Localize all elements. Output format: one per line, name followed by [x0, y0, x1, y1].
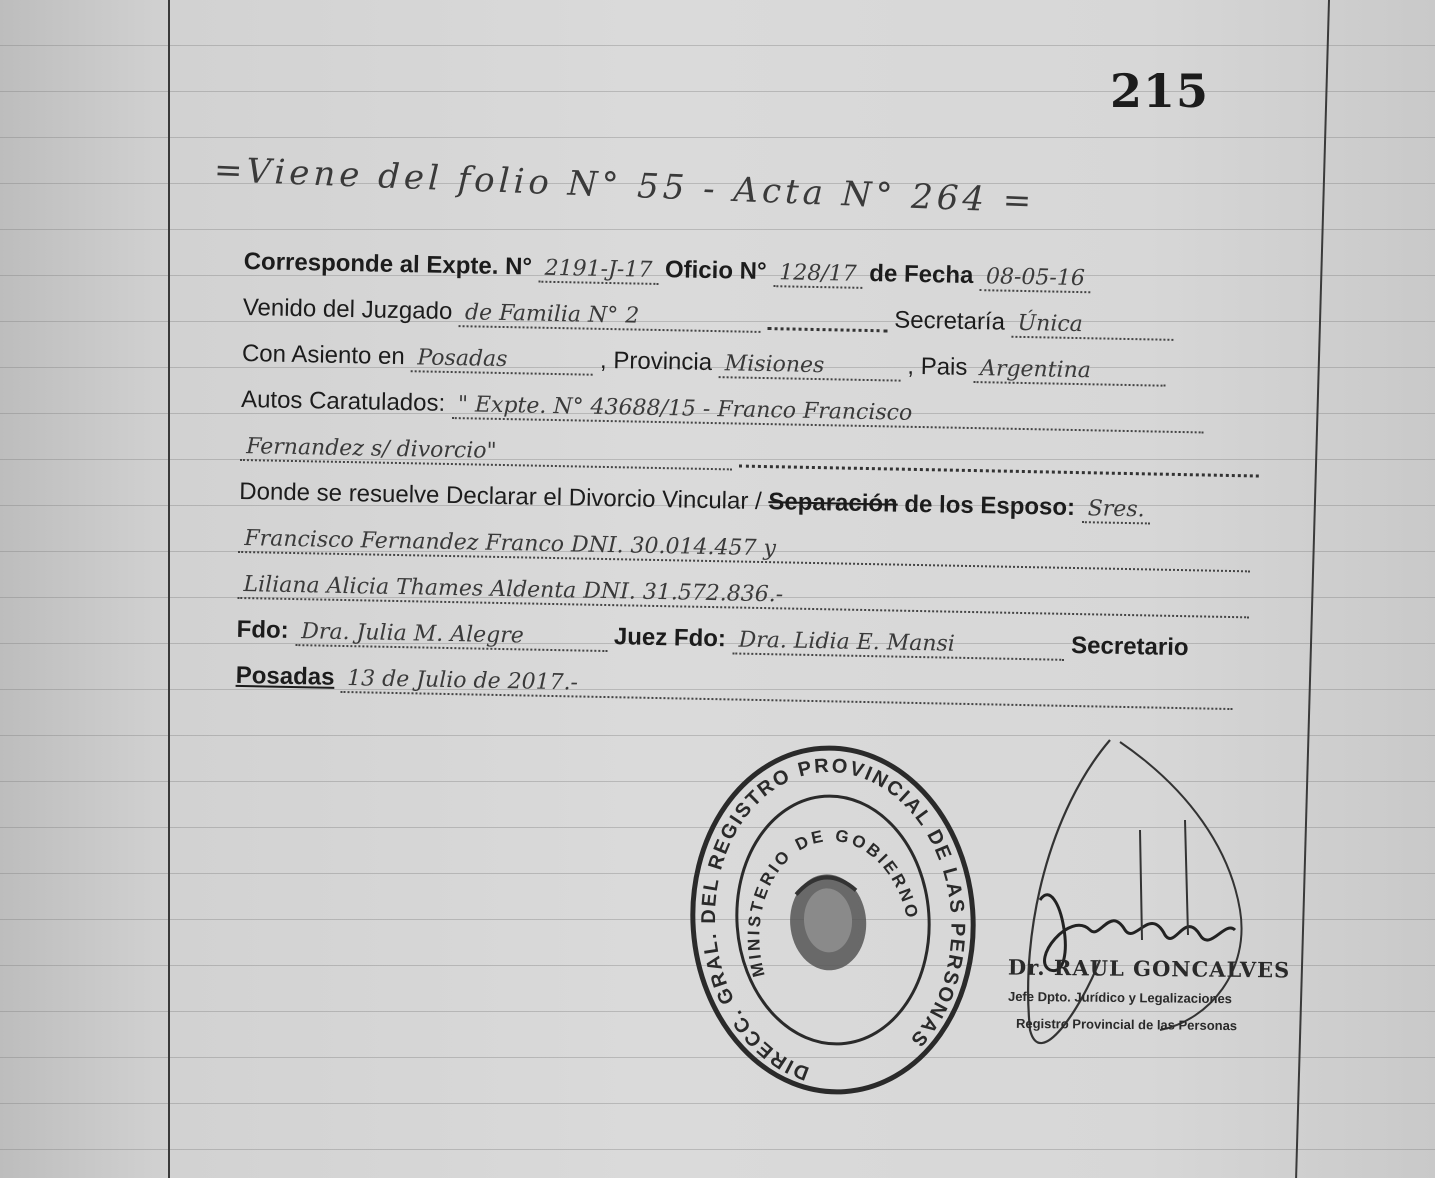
- fecha-value: 08-05-16: [980, 264, 1091, 293]
- esposo2-value: Liliana Alicia Thames Aldenta DNI. 31.572.836.-: [237, 572, 1249, 618]
- fdo1-value: Dra. Julia M. Alegre: [295, 619, 607, 652]
- header-note: =Viene del folio N° 55 - Acta N° 264 =: [213, 150, 1037, 222]
- oficio-label: Oficio N°: [664, 256, 767, 286]
- left-margin-line: [168, 0, 170, 1178]
- autos-label: Autos Caratulados:: [240, 385, 446, 417]
- secretaria-value: Única: [1011, 311, 1173, 341]
- signatory-office: Registro Provincial de las Personas: [1015, 1015, 1238, 1034]
- fdo2-value: Dra. Lidia E. Mansi: [732, 627, 1064, 660]
- pais-label: , Pais: [907, 352, 968, 381]
- autos-value-line1: " Expte. N° 43688/15 - Franco Francisco: [452, 392, 1204, 433]
- right-margin-line: [1295, 0, 1330, 1178]
- expte-value: 2191-J-17: [538, 256, 658, 285]
- folio-number: 215: [1110, 64, 1210, 118]
- expte-label: Corresponde al Expte. N°: [243, 248, 533, 281]
- resuelve-text: Donde se resuelve Declarar el Divorcio Vincular /: [239, 477, 762, 515]
- esposo1-value: Francisco Fernandez Franco DNI. 30.014.457 y: [238, 526, 1250, 572]
- autos-value-line2: Fernandez s/ divorcio": [240, 434, 732, 470]
- juez-label: Juez Fdo:: [613, 623, 727, 653]
- pais-value: Argentina: [974, 356, 1166, 387]
- esposos-text: de los Esposo:: [904, 490, 1076, 521]
- esposos-value-start: Sres.: [1081, 496, 1150, 524]
- seal-graphic: [676, 732, 990, 1107]
- seal-outer-text: DIRECC. GRAL. DEL REGISTRO PROVINCIAL DE LAS PERSONAS: [697, 754, 969, 1085]
- divorce-record-form: [235, 248, 1284, 728]
- dotted-leader: [767, 307, 887, 332]
- oficio-value: 128/17: [773, 260, 863, 289]
- asiento-label: Con Asiento en: [241, 339, 406, 371]
- lugar-label: Posadas: [235, 661, 335, 691]
- fecha-label: de Fecha: [869, 260, 974, 290]
- secretaria-label: Secretaría: [894, 306, 1006, 336]
- signatory-title: Jefe Dpto. Jurídico y Legalizaciones: [1007, 988, 1233, 1007]
- asiento-value: Posadas: [411, 345, 593, 375]
- coat-of-arms-icon: [787, 872, 870, 973]
- juzgado-value: de Familia N° 2: [459, 300, 761, 333]
- provincia-value: Misiones: [718, 351, 900, 381]
- fdo1-label: Fdo:: [236, 615, 289, 644]
- dotted-leader: [739, 445, 1259, 478]
- official-seal-stamp: [676, 732, 990, 1107]
- secretario-label: Secretario: [1070, 631, 1189, 662]
- juzgado-label: Venido del Juzgado: [242, 293, 453, 326]
- provincia-label: , Provincia: [599, 346, 713, 377]
- lugar-fecha-value: 13 de Julio de 2017.-: [341, 666, 1233, 710]
- separacion-text: Separación: [768, 488, 898, 518]
- seal-inner-text: MINISTERIO DE GOBIERNO: [744, 825, 923, 979]
- signatory-name: Dr. RAUL GONCALVES: [1007, 954, 1291, 983]
